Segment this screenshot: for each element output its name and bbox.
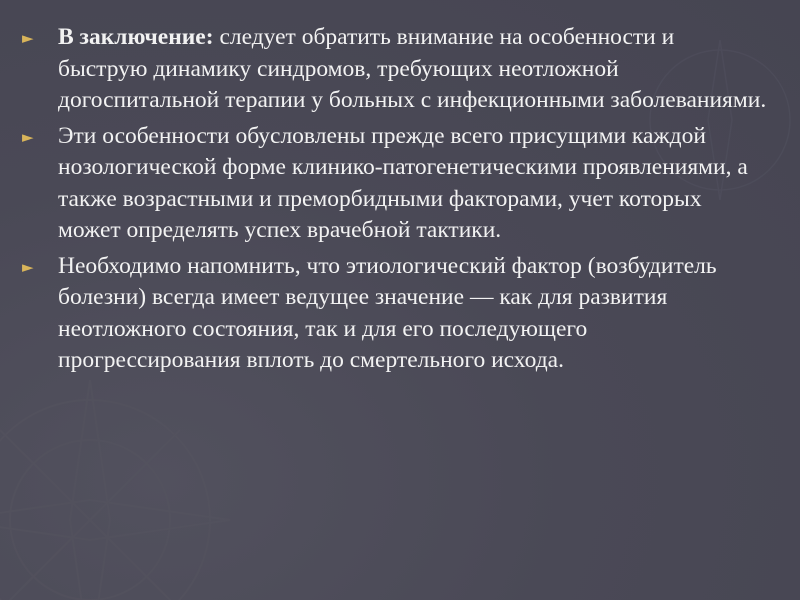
bullet-body: Необходимо напомнить, что этиологический фактор (возбудитель болезни) всегда имеет ведущее значение — как для развития неотложного состояния, так и для его последующего прогрессирования вплоть до смертельного исхода. bbox=[58, 252, 717, 373]
bullet-text-1 bbox=[58, 22, 767, 117]
bullet-item-3 bbox=[22, 251, 767, 377]
bullet-text-2 bbox=[58, 121, 767, 247]
bullet-lead: В заключение: bbox=[58, 24, 214, 50]
bullet-arrow-icon: ► bbox=[22, 257, 34, 276]
bullet-text-3 bbox=[58, 251, 767, 377]
bullet-body: Эти особенности обусловлены прежде всего присущими каждой нозологической форме клинико-патогенетическими проявлениями, а также возрастными и преморбидными факторами, учет которых может определять успех врачебной тактики. bbox=[58, 122, 748, 243]
bullet-item-1 bbox=[22, 22, 767, 117]
bullet-body: следует обратить внимание на особенности и быструю динамику синдромов, требующих неотложной догоспитальной терапии у больных с инфекционными заболеваниями. bbox=[58, 24, 767, 113]
bullet-arrow-icon: ► bbox=[22, 127, 34, 146]
bullet-item-2 bbox=[22, 121, 767, 247]
bullet-arrow-icon: ► bbox=[22, 29, 34, 47]
slide-content bbox=[22, 22, 767, 381]
